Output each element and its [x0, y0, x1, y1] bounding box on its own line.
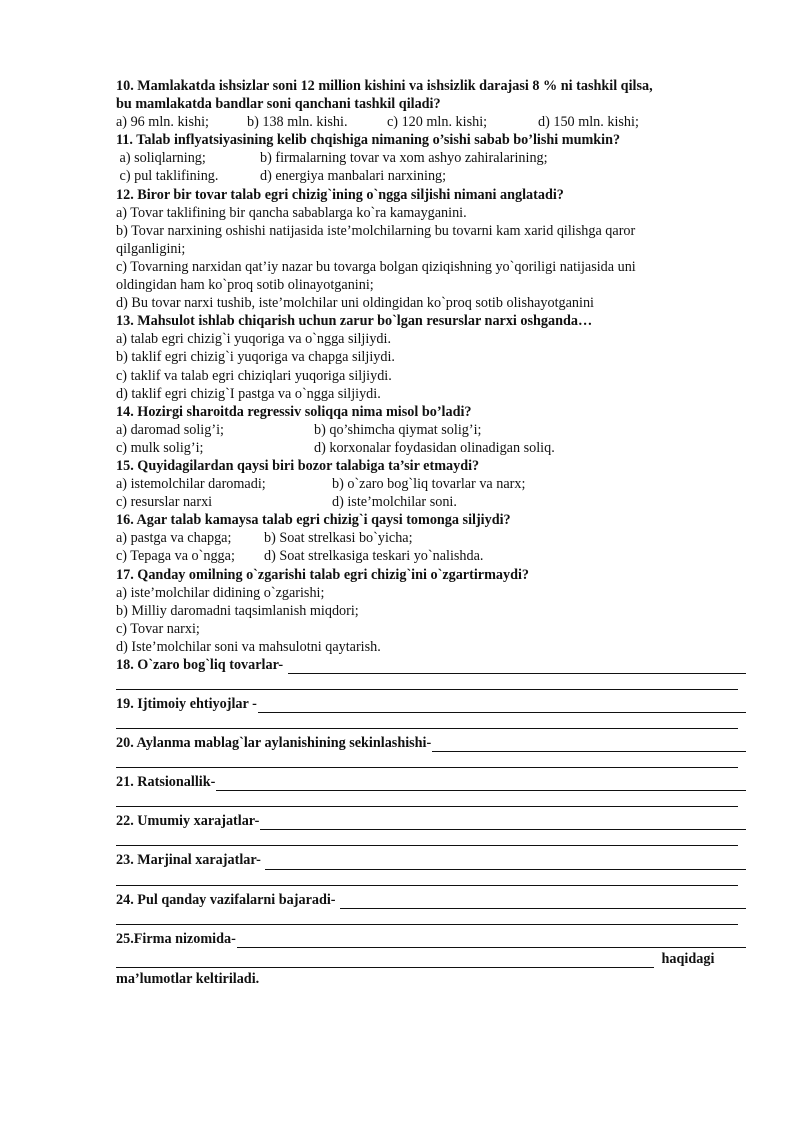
option-d[interactable]: d) Soat strelkasiga teskari yo`nalishda.: [264, 548, 484, 565]
option-a[interactable]: a) talab egri chizig`i yuqoriga va o`ngga siljiydi.: [116, 331, 391, 348]
question-15-options-row2: [116, 493, 746, 511]
question-25-tail: haqidagi: [658, 950, 715, 967]
answer-blank-25[interactable]: [237, 934, 746, 948]
question-10: 10. Mamlakatda ishsizlar soni 12 million kishini va ishsizlik darajasi 8 % ni tashkil qilsa,: [116, 78, 653, 94]
question-23-label: 23. Marjinal xarajatlar-: [116, 852, 265, 869]
option-a[interactable]: a) istemolchilar daromadi;: [116, 476, 266, 493]
answer-blank-22[interactable]: [260, 816, 746, 830]
answer-blank-20-line2[interactable]: [116, 754, 738, 768]
option-d[interactable]: d) taklif egri chizig`I pastga va o`ngga siljiydi.: [116, 385, 381, 402]
question-25-cont: [116, 950, 746, 968]
option-c[interactable]: c) taklif va talab egri chiziqlari yuqoriga siljiydi.: [116, 367, 392, 384]
question-10-options: [116, 113, 746, 131]
answer-blank-18-line2[interactable]: [116, 676, 738, 690]
answer-blank-24-line2[interactable]: [116, 911, 738, 925]
option-a[interactable]: a) Tovar taklifining bir qancha sabablarga ko`ra kamayganini.: [116, 204, 467, 221]
option-c[interactable]: c) resurslar narxi: [116, 494, 213, 511]
question-14: 14. Hozirgi sharoitda regressiv soliqqa nima misol bo’ladi?: [116, 403, 472, 420]
answer-blank-23-line2[interactable]: [116, 872, 738, 886]
question-24-label: 24. Pul qanday vazifalarni bajaradi-: [116, 891, 340, 908]
question-20: [116, 734, 746, 752]
option-b[interactable]: b) taklif egri chizig`i yuqoriga va chapga siljiydi.: [116, 349, 395, 366]
answer-blank-23[interactable]: [265, 856, 746, 870]
answer-blank-21-line2[interactable]: [116, 793, 738, 807]
option-b[interactable]: b) 138 mln. kishi.: [247, 114, 348, 131]
option-c[interactable]: c) Tepaga va o`ngga;: [116, 548, 235, 565]
answer-blank-20[interactable]: [432, 738, 746, 752]
option-c[interactable]: c) Tovar narxi;: [116, 620, 200, 637]
question-24: [116, 891, 746, 909]
option-b[interactable]: b) Soat strelkasi bo`yicha;: [264, 530, 413, 547]
question-11-options-row2: [116, 167, 746, 185]
option-b[interactable]: b) o`zaro bog`liq tovarlar va narx;: [332, 476, 526, 493]
answer-blank-19[interactable]: [258, 699, 746, 713]
option-a[interactable]: a) daromad solig’i;: [116, 421, 224, 438]
option-a[interactable]: a) iste’molchilar didining o`zgarishi;: [116, 584, 325, 601]
answer-blank-21[interactable]: [216, 777, 746, 791]
question-21-label: 21. Ratsionallik-: [116, 774, 216, 791]
question-10-cont: bu mamlakatda bandlar soni qanchani tashkil qiladi?: [116, 96, 441, 113]
question-16-options-row2: [116, 547, 746, 565]
question-25: [116, 930, 746, 948]
worksheet-content: [116, 77, 746, 988]
option-d[interactable]: d) energiya manbalari narxining;: [260, 168, 447, 185]
question-12: 12. Biror bir tovar talab egri chizig`ining o`ngga siljishi nimani anglatadi?: [116, 186, 564, 203]
option-c[interactable]: c) pul taklifining.: [116, 168, 219, 185]
option-a[interactable]: a) soliqlarning;: [116, 150, 206, 167]
question-16: 16. Agar talab kamaysa talab egri chizig`i qaysi tomonga siljiydi?: [116, 512, 511, 529]
option-a[interactable]: a) pastga va chapga;: [116, 530, 232, 547]
question-25-label: 25.Firma nizomida-: [116, 930, 236, 947]
option-b[interactable]: b) qo’shimcha qiymat solig’i;: [314, 421, 482, 438]
option-a[interactable]: a) 96 mln. kishi;: [116, 114, 210, 131]
option-b-cont[interactable]: qilganligini;: [116, 240, 186, 257]
option-b[interactable]: b) Milliy daromadni taqsimlanish miqdori;: [116, 602, 359, 619]
question-22: [116, 812, 746, 830]
option-c[interactable]: c) 120 mln. kishi;: [387, 114, 488, 131]
option-c[interactable]: c) mulk solig’i;: [116, 439, 204, 456]
option-d[interactable]: d) korxonalar foydasidan olinadigan soliq.: [314, 439, 555, 456]
option-d[interactable]: d) Bu tovar narxi tushib, iste’molchilar uni oldingidan ko`proq sotib olishayotganini: [116, 295, 594, 312]
option-c[interactable]: c) Tovarning narxidan qat’iy nazar bu tovarga bolgan qiziqishning yo`qoriligi natijasida uni: [116, 258, 636, 275]
question-15-options-row1: [116, 475, 746, 493]
question-23: [116, 851, 746, 869]
question-14-options-row1: [116, 421, 746, 439]
answer-blank-24[interactable]: [340, 895, 746, 909]
question-13: 13. Mahsulot ishlab chiqarish uchun zarur bo`lgan resurslar narxi oshganda…: [116, 313, 593, 330]
answer-blank-19-line2[interactable]: [116, 715, 738, 729]
question-15: 15. Quyidagilardan qaysi biri bozor talabiga ta’sir etmaydi?: [116, 457, 480, 474]
answer-blank-25-line2[interactable]: [116, 954, 654, 968]
answer-blank-22-line2[interactable]: [116, 832, 738, 846]
answer-blank-18[interactable]: [288, 660, 746, 674]
question-18: [116, 656, 746, 674]
question-19-label: 19. Ijtimoiy ehtiyojlar -: [116, 696, 257, 713]
question-11-options-row1: [116, 149, 746, 167]
question-25-end: ma’lumotlar keltiriladi.: [116, 970, 260, 987]
option-b[interactable]: b) firmalarning tovar va xom ashyo zahiralarining;: [260, 150, 548, 167]
question-14-options-row2: [116, 439, 746, 457]
option-c-cont[interactable]: oldingidan ham ko`proq sotib olinayotganini;: [116, 277, 374, 294]
question-18-label: 18. O`zaro bog`liq tovarlar-: [116, 657, 287, 673]
option-d[interactable]: d) iste’molchilar soni.: [332, 494, 457, 511]
option-d[interactable]: d) 150 mln. kishi;: [538, 114, 639, 131]
question-16-options-row1: [116, 529, 746, 547]
question-22-label: 22. Umumiy xarajatlar-: [116, 813, 260, 830]
question-20-label: 20. Aylanma mablag`lar aylanishining sekinlashishi-: [116, 735, 432, 752]
option-b[interactable]: b) Tovar narxining oshishi natijasida iste’molchilarning bu tovarni kam xarid qilishga qaror: [116, 222, 636, 239]
question-19: [116, 695, 746, 713]
question-11: 11. Talab inflyatsiyasining kelib chqishiga nimaning o’sishi sabab bo’lishi mumkin?: [116, 132, 621, 149]
question-21: [116, 773, 746, 791]
question-17: 17. Qanday omilning o`zgarishi talab egri chizig`ini o`zgartirmaydi?: [116, 566, 529, 583]
option-d[interactable]: d) Iste’molchilar soni va mahsulotni qaytarish.: [116, 638, 381, 655]
